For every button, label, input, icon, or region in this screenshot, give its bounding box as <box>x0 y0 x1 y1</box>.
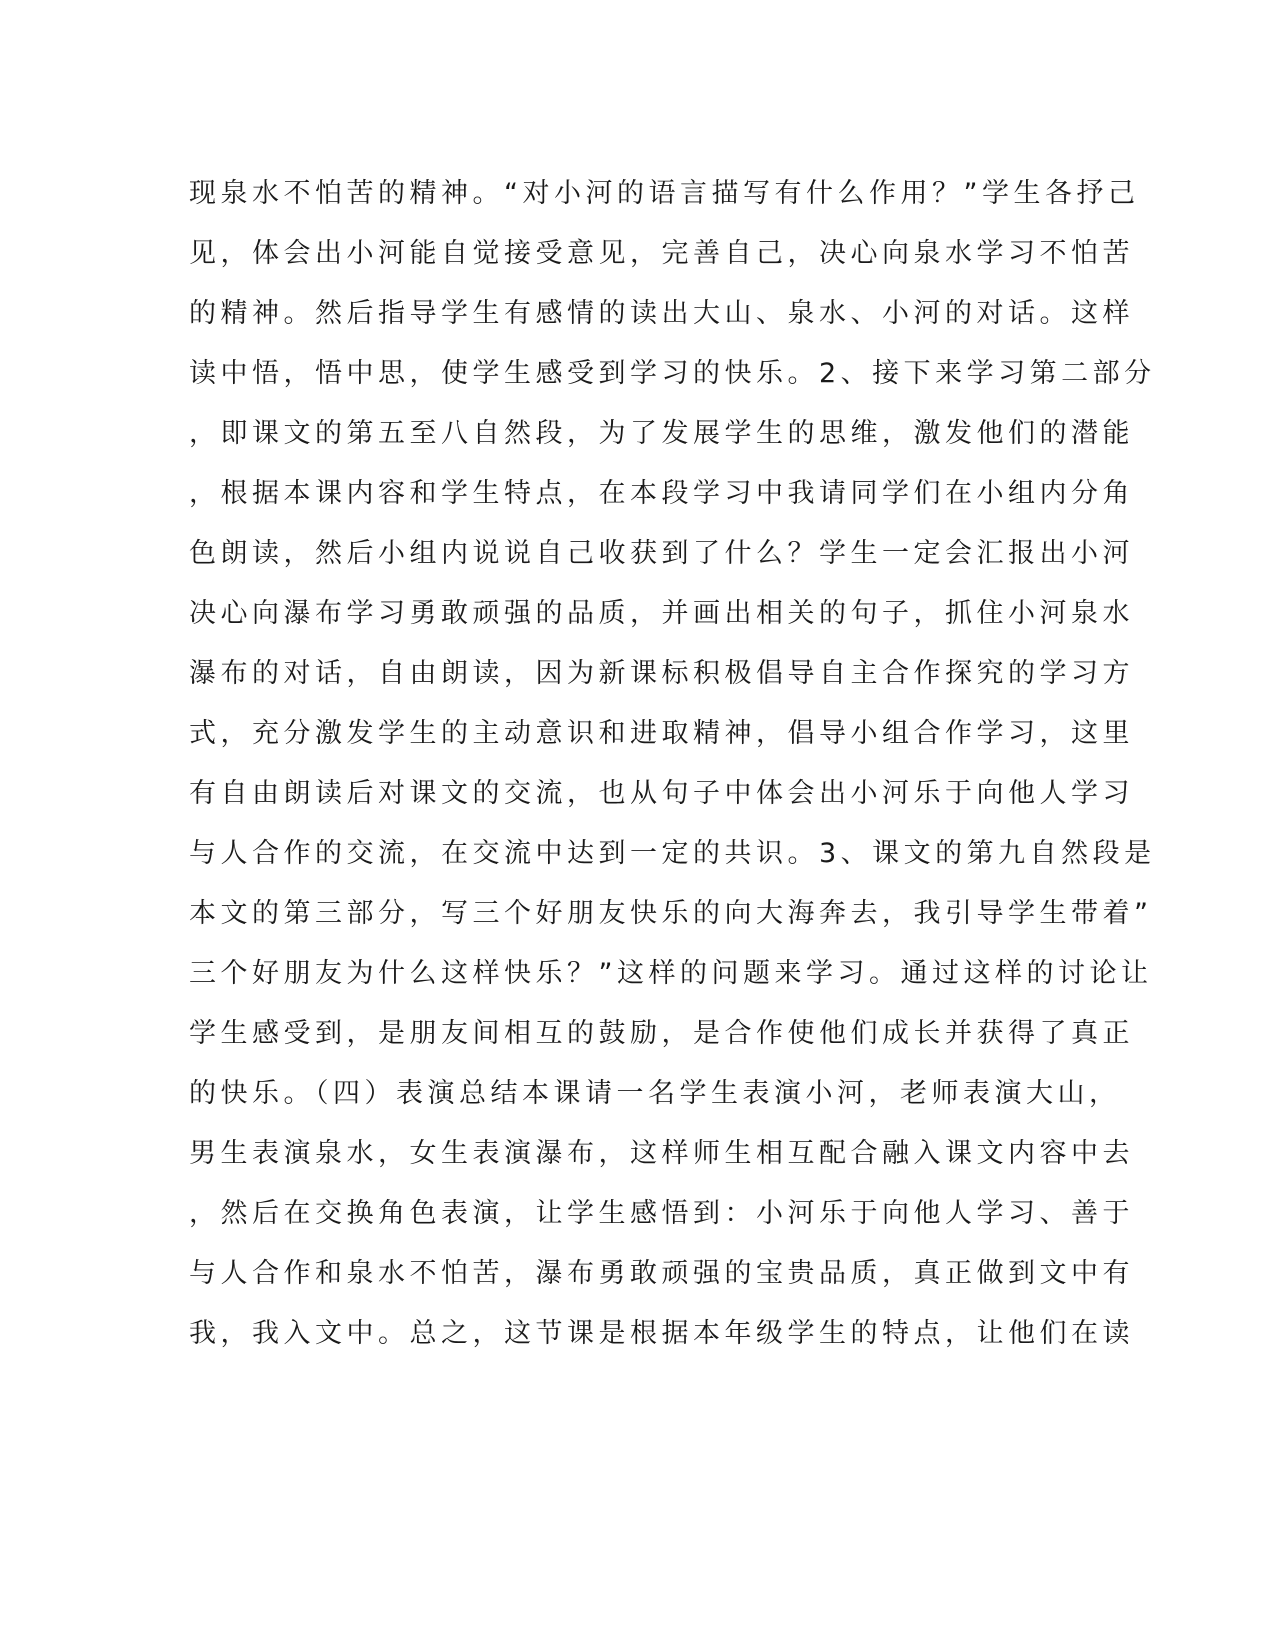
text-line: 决心向瀑布学习勇敢顽强的品质，并画出相关的句子，抓住小河泉水 <box>189 598 1134 629</box>
text-line: 瀑布的对话，自由朗读，因为新课标积极倡导自主合作探究的学习方 <box>189 658 1134 689</box>
text-line: 式，充分激发学生的主动意识和进取精神，倡导小组合作学习，这里 <box>189 718 1134 749</box>
text-line: ，根据本课内容和学生特点，在本段学习中我请同学们在小组内分角 <box>189 478 1134 509</box>
body-text <box>189 164 1156 1364</box>
text-line: 现泉水不怕苦的精神。“对小河的语言描写有什么作用？”学生各抒己 <box>189 178 1140 209</box>
text-line: ，然后在交换角色表演，让学生感悟到：小河乐于向他人学习、善于 <box>189 1198 1134 1229</box>
text-line: 我，我入文中。总之，这节课是根据本年级学生的特点，让他们在读 <box>189 1318 1134 1349</box>
text-line: 与人合作和泉水不怕苦，瀑布勇敢顽强的宝贵品质，真正做到文中有 <box>189 1258 1134 1289</box>
text-line: 男生表演泉水，女生表演瀑布，这样师生相互配合融入课文内容中去 <box>189 1138 1134 1169</box>
text-line: 见，体会出小河能自觉接受意见，完善自己，决心向泉水学习不怕苦 <box>189 238 1134 269</box>
text-line: 学生感受到，是朋友间相互的鼓励，是合作使他们成长并获得了真正 <box>189 1018 1134 1049</box>
text-line: 读中悟，悟中思，使学生感受到学习的快乐。2、接下来学习第二部分 <box>189 358 1156 389</box>
text-line: 的快乐。（四）表演总结本课请一名学生表演小河，老师表演大山， <box>189 1078 1121 1109</box>
text-line: 本文的第三部分，写三个好朋友快乐的向大海奔去，我引导学生带着” <box>189 898 1153 929</box>
text-line: 的精神。然后指导学生有感情的读出大山、泉水、小河的对话。这样 <box>189 298 1134 329</box>
text-line: 三个好朋友为什么这样快乐？”这样的问题来学习。通过这样的讨论让 <box>189 958 1153 989</box>
text-line: 色朗读，然后小组内说说自己收获到了什么？学生一定会汇报出小河 <box>189 538 1134 569</box>
text-line: ，即课文的第五至八自然段，为了发展学生的思维，激发他们的潜能 <box>189 418 1134 449</box>
text-line: 有自由朗读后对课文的交流，也从句子中体会出小河乐于向他人学习 <box>189 778 1134 809</box>
text-line: 与人合作的交流，在交流中达到一定的共识。3、课文的第九自然段是 <box>189 838 1156 869</box>
